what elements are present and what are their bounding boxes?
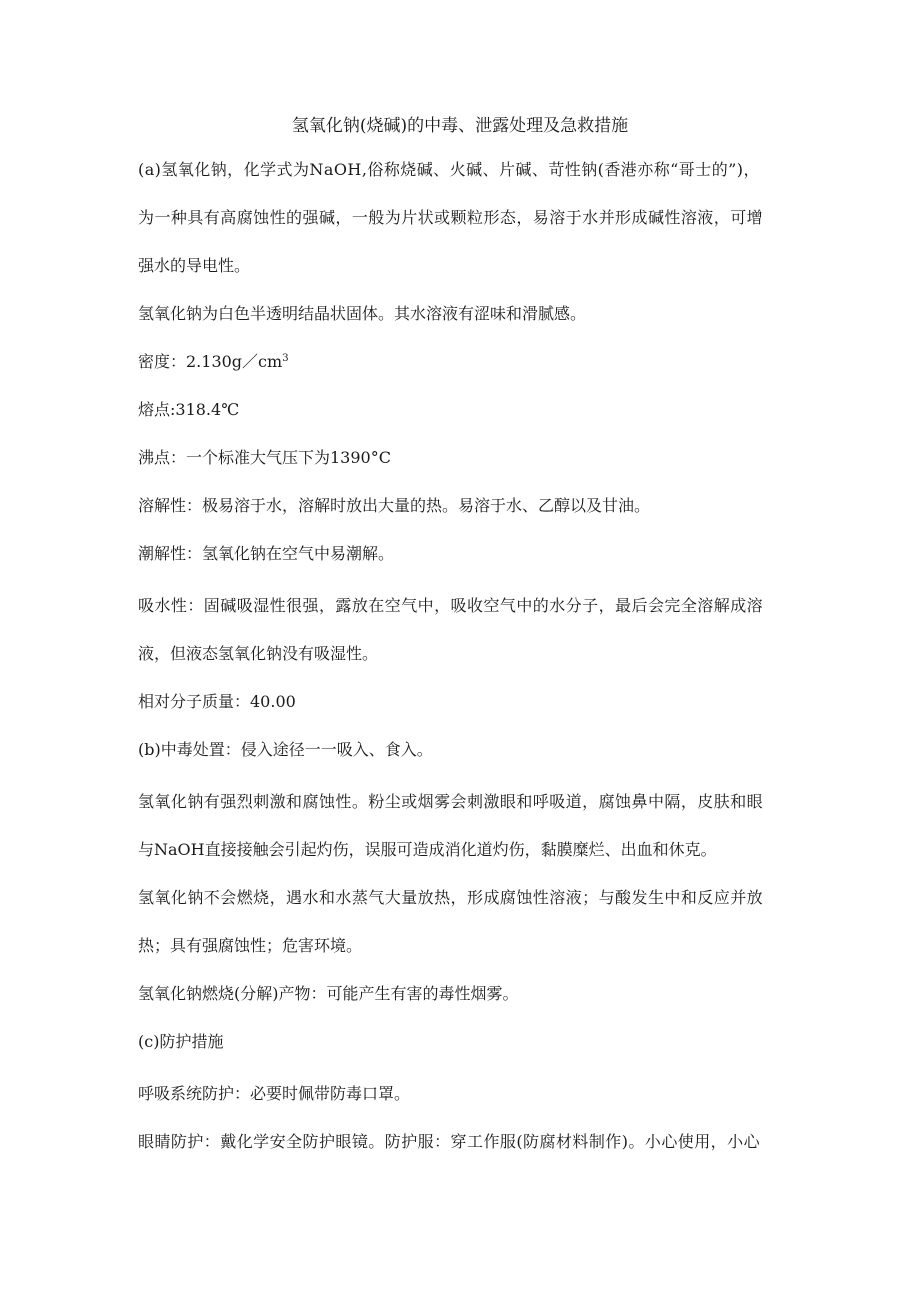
combustion-products-text: 氢氧化钠燃烧(分解)产物：可能产生有害的毒性烟雾。	[138, 984, 519, 1003]
deliquescence-text: 潮解性：氢氧化钠在空气中易潮解。	[138, 544, 395, 563]
hazard-line-1: 氢氧化钠有强烈刺激和腐蚀性。粉尘或烟雾会刺激眼和呼吸道，腐蚀鼻中隔，皮肤和眼	[138, 792, 764, 811]
section-b-heading: (b)中毒处置：侵入途径一一吸入、食入。	[138, 740, 433, 759]
eye-protection-text: 眼睛防护：戴化学安全防护眼镜。防护服：穿工作服(防腐材料制作)。小心使用，小心	[138, 1132, 761, 1151]
melting-point-text: 熔点:318.4℃	[138, 400, 240, 419]
density-line	[138, 350, 289, 374]
respiratory-protection-text: 呼吸系统防护：必要时佩带防毒口罩。	[138, 1084, 411, 1103]
hazard-line-2: 与NaOH直接接触会引起灼伤，误服可造成消化道灼伤，黏膜糜烂、出血和休克。	[138, 840, 717, 859]
section-c-heading: (c)防护措施	[138, 1032, 224, 1051]
boiling-point-text: 沸点：一个标准大气压下为1390°C	[138, 448, 391, 467]
absorbency-line-2: 液，但液态氢氧化钠没有吸湿性。	[138, 644, 379, 663]
solubility-text: 溶解性：极易溶于水，溶解时放出大量的热。易溶于水、乙醇以及甘油。	[138, 496, 651, 515]
reactivity-line-1: 氢氧化钠不会燃烧，遇水和水蒸气大量放热，形成腐蚀性溶液；与酸发生中和反应并放	[138, 888, 764, 907]
density-exponent: 3	[282, 353, 289, 364]
section-a-intro-line-1: (a)氢氧化钠，化学式为NaOH,俗称烧碱、火碱、片碱、苛性钠(香港亦称“哥士的”)，	[138, 160, 760, 179]
absorbency-line-1: 吸水性：固碱吸湿性很强，露放在空气中，吸收空气中的水分子，最后会完全溶解成溶	[138, 596, 764, 615]
reactivity-line-2: 热；具有强腐蚀性；危害环境。	[138, 936, 363, 955]
document-title: 氢氧化钠(烧碱)的中毒、泄露处理及急救措施	[291, 116, 629, 136]
section-a-intro-line-2: 为一种具有高腐蚀性的强碱，一般为片状或颗粒形态，易溶于水并形成碱性溶液，可增	[138, 208, 764, 227]
section-a-intro-line-3: 强水的导电性。	[138, 256, 251, 275]
molecular-mass-text: 相对分子质量：40.00	[138, 692, 296, 711]
density-text: 密度：2.130g／cm	[138, 352, 283, 371]
appearance-text: 氢氧化钠为白色半透明结晶状固体。其水溶液有涩味和滑腻感。	[138, 304, 587, 323]
